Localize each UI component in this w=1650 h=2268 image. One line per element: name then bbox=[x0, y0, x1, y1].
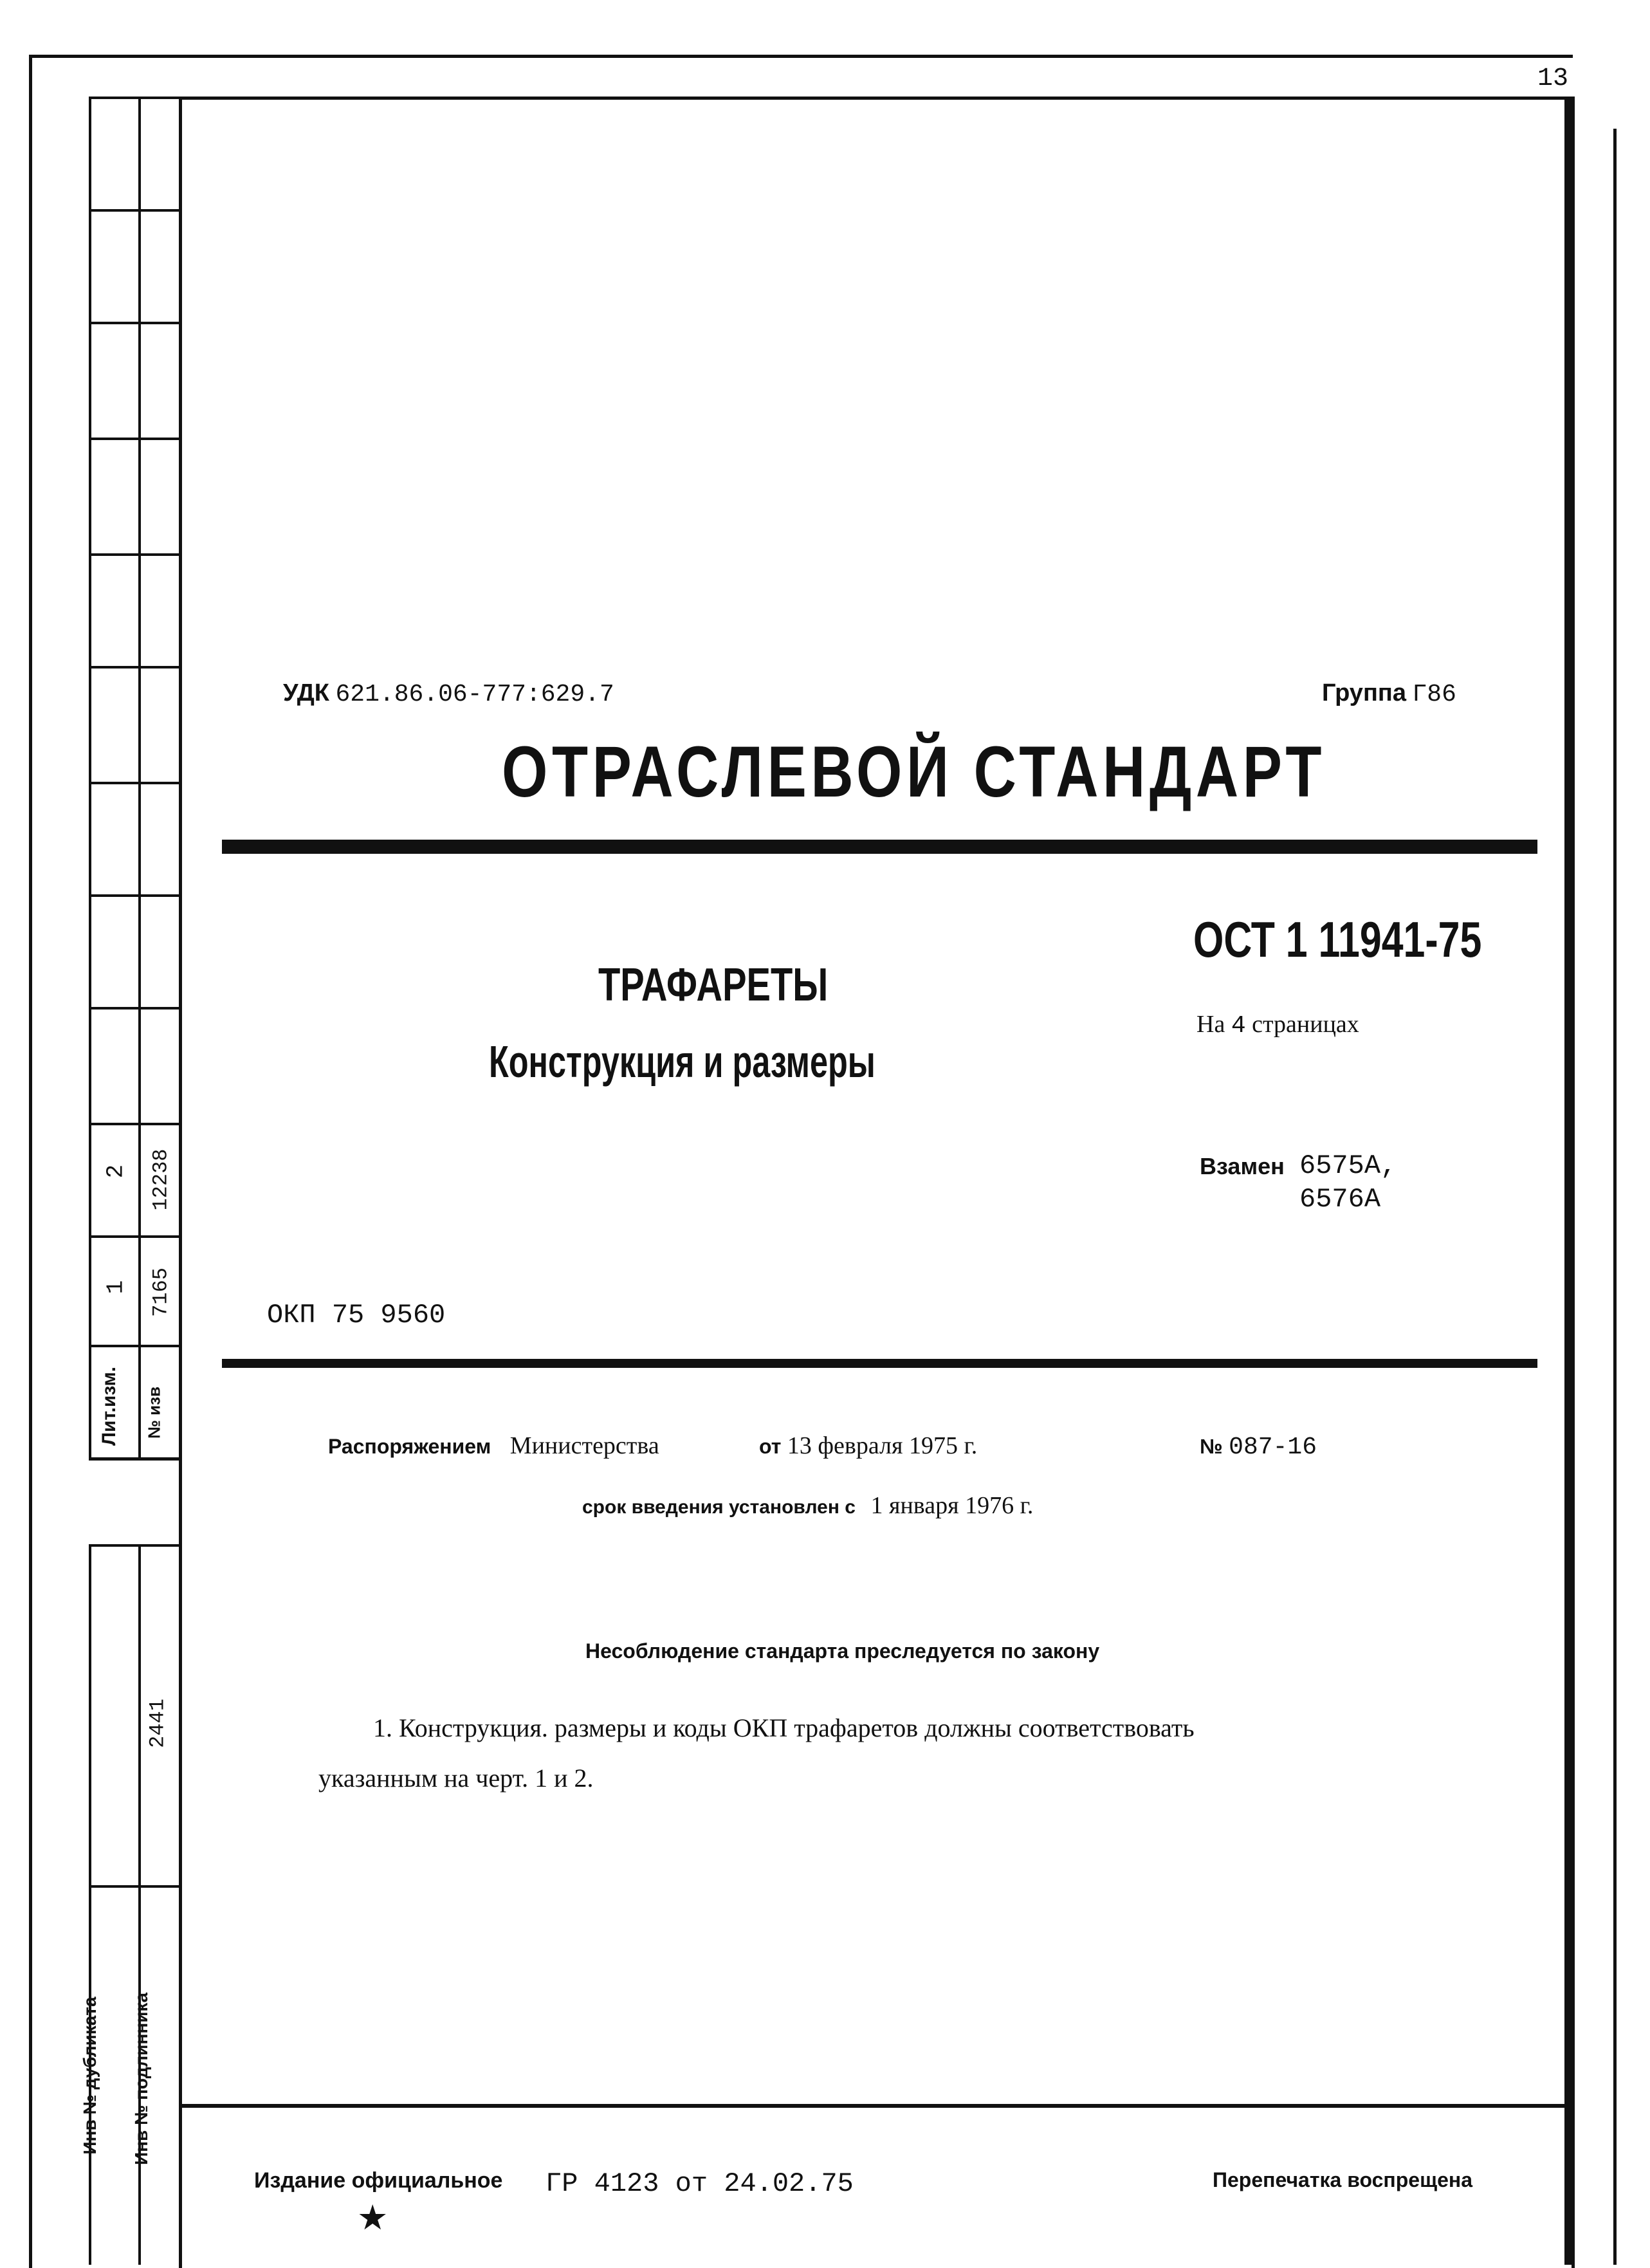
change-doc-2: 12238 bbox=[149, 1148, 173, 1211]
sidebar-row-line bbox=[90, 1345, 180, 1347]
replaces-value-1: 6575А, bbox=[1299, 1150, 1397, 1181]
decree-date-line bbox=[759, 1432, 977, 1460]
decree-label: Распоряжением bbox=[328, 1435, 491, 1458]
inv-duplicate-label: Инв № дубликата bbox=[80, 1996, 100, 2155]
registration: ГР 4123 от 24.02.75 bbox=[545, 2168, 854, 2199]
sidebar-row-line bbox=[90, 1457, 180, 1461]
standard-number: ОСТ 1 11941-75 bbox=[1193, 911, 1482, 968]
replaces-value-2: 6576А bbox=[1299, 1184, 1381, 1215]
clause-1-line-2: указанным на черт. 1 и 2. bbox=[318, 1764, 594, 1793]
sidebar-col-line bbox=[89, 97, 91, 1461]
inv-original-label: Инв № подлинника bbox=[131, 1992, 151, 2166]
sidebar-row-line bbox=[90, 1885, 180, 1888]
sidebar-row-line bbox=[90, 1007, 180, 1010]
sidebar-row-line bbox=[90, 438, 180, 440]
change-doc-1: 7165 bbox=[149, 1268, 173, 1317]
sidebar-row-line bbox=[90, 1544, 180, 1547]
decree-date: 13 февраля 1975 г. bbox=[787, 1432, 978, 1459]
udk-line bbox=[283, 679, 614, 708]
page-number: 13 bbox=[1537, 64, 1569, 93]
group-label: Группа bbox=[1322, 679, 1406, 706]
footer-rule bbox=[182, 2104, 1566, 2108]
sidebar-row-line bbox=[90, 322, 180, 324]
effective-date: 1 января 1976 г. bbox=[870, 1492, 1034, 1519]
decree-number-label: № bbox=[1200, 1435, 1223, 1458]
pages-line bbox=[1196, 1010, 1359, 1040]
title-rule bbox=[222, 840, 1537, 854]
decree-number: 087-16 bbox=[1229, 1434, 1317, 1461]
legal-warning: Несоблюдение стандарта преследуется по закону bbox=[585, 1639, 1100, 1663]
okp-rule bbox=[222, 1359, 1537, 1368]
reprint-notice: Перепечатка воспрещена bbox=[1213, 2168, 1472, 2191]
edition-label: Издание официальное bbox=[254, 2168, 503, 2193]
sidebar-row-line bbox=[90, 97, 180, 99]
decree-line bbox=[328, 1432, 659, 1460]
sidebar-row-line bbox=[90, 782, 180, 784]
subject-title: ТРАФАРЕТЫ bbox=[598, 959, 829, 1011]
decree-date-prefix: от bbox=[759, 1435, 782, 1458]
lit-header: Лит.изм. bbox=[98, 1366, 120, 1446]
decree-authority: Министерства bbox=[509, 1432, 659, 1459]
udk-label: УДК bbox=[283, 679, 329, 706]
sidebar-row-line bbox=[90, 894, 180, 897]
inner-frame bbox=[179, 97, 1575, 2268]
okp-code: ОКП 75 9560 bbox=[267, 1300, 446, 1331]
sidebar-row-line bbox=[90, 553, 180, 556]
sidebar-row-line bbox=[90, 209, 180, 212]
change-lit-2: 2 bbox=[102, 1164, 129, 1179]
subject-subtitle: Конструкция и размеры bbox=[489, 1037, 875, 1087]
effective-label: срок введения установлен с bbox=[582, 1497, 856, 1518]
inv-original-value: 2441 bbox=[145, 1699, 170, 1748]
outer-frame-right bbox=[1613, 129, 1617, 2265]
pages-suffix: страницах bbox=[1252, 1011, 1359, 1038]
sidebar-row-line bbox=[90, 666, 180, 668]
replaces-label: Взамен bbox=[1200, 1153, 1285, 1179]
effective-line bbox=[582, 1491, 1033, 1520]
group-value: Г86 bbox=[1412, 681, 1456, 708]
change-lit-1: 1 bbox=[102, 1280, 129, 1295]
sidebar-row-line bbox=[90, 1123, 180, 1125]
decree-number-line bbox=[1200, 1432, 1317, 1461]
pages-label: На bbox=[1196, 1011, 1225, 1038]
group-line bbox=[1322, 679, 1456, 708]
main-title: ОТРАСЛЕВОЙ СТАНДАРТ bbox=[502, 732, 1326, 812]
sidebar-col-line bbox=[138, 97, 141, 1461]
frame-edge bbox=[1570, 97, 1572, 2265]
udk-value: 621.86.06-777:629.7 bbox=[335, 681, 614, 708]
sidebar-row-line bbox=[90, 1235, 180, 1238]
pages-count: 4 bbox=[1231, 1012, 1246, 1040]
clause-1-line-1: 1. Конструкция. размеры и коды ОКП трафаретов должны соответствовать bbox=[373, 1713, 1195, 1742]
doc-header: № изв bbox=[144, 1386, 164, 1439]
star-icon: ★ bbox=[357, 2199, 389, 2237]
